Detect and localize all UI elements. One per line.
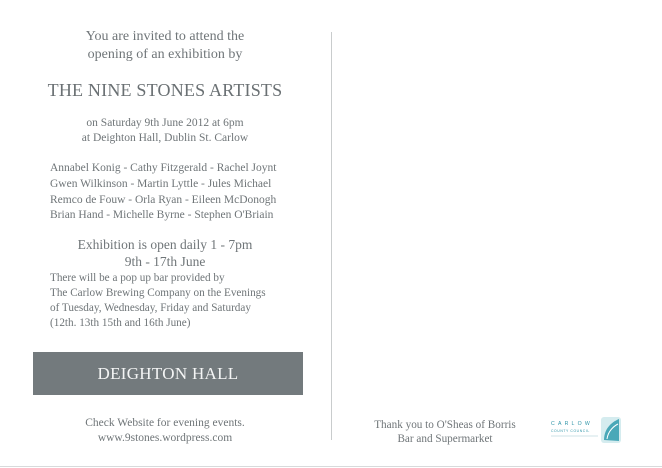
logo-subtitle: COUNTY COUNCIL	[551, 429, 590, 433]
website-note-line: Check Website for evening events.	[85, 417, 245, 429]
card-divider	[331, 32, 332, 440]
bottom-border	[0, 466, 662, 467]
opening-dates-line: 9th - 17th June	[124, 253, 206, 269]
pop-up-bar-note	[50, 271, 310, 331]
sponsor-thanks	[355, 418, 535, 446]
venue-banner	[33, 352, 303, 395]
opening-hours	[40, 237, 290, 270]
artist-list-line: Annabel Konig - Cathy Fitzgerald - Rachel Joynt	[50, 162, 277, 174]
event-venue-line: at Deighton Hall, Dublin St. Carlow	[81, 132, 249, 144]
event-date-line: on Saturday 9th June 2012 at 6pm	[86, 117, 244, 129]
artist-list-line: Remco de Fouw - Orla Ryan - Eileen McDonogh	[50, 193, 277, 206]
website-url: www.9stones.wordpress.com	[97, 432, 233, 444]
pop-up-bar-line: There will be a pop up bar provided by	[50, 272, 225, 284]
artist-list-line: Gwen Wilkinson - Martin Lyttle - Jules Michael	[50, 177, 272, 190]
pop-up-bar-line: (12th. 13th 15th and 16th June)	[50, 317, 191, 329]
sponsor-thanks-line: Thank you to O'Sheas of Borris	[374, 419, 516, 431]
artist-list	[50, 161, 310, 224]
council-logo	[548, 415, 624, 445]
logo-name: CARLOW	[551, 421, 593, 427]
invitation-text	[40, 28, 290, 64]
artist-list-line: Brian Hand - Michelle Byrne - Stephen O'Briain	[50, 209, 274, 222]
invitation-line: You are invited to attend the	[85, 29, 245, 44]
opening-hours-line: Exhibition is open daily 1 - 7pm	[77, 237, 253, 252]
carlow-county-council-logo-icon	[548, 415, 624, 445]
pop-up-bar-line: The Carlow Brewing Company on the Evenings	[50, 287, 266, 299]
website-note	[40, 416, 290, 446]
venue-banner-label: DEIGHTON HALL	[97, 363, 239, 383]
artist-group-title: THE NINE STONES ARTISTS	[47, 80, 283, 100]
event-details	[40, 116, 290, 146]
pop-up-bar-line: of Tuesday, Wednesday, Friday and Saturday	[50, 302, 251, 314]
sponsor-thanks-line: Bar and Supermarket	[397, 433, 493, 445]
invitation-line: opening of an exhibition by	[87, 47, 243, 62]
